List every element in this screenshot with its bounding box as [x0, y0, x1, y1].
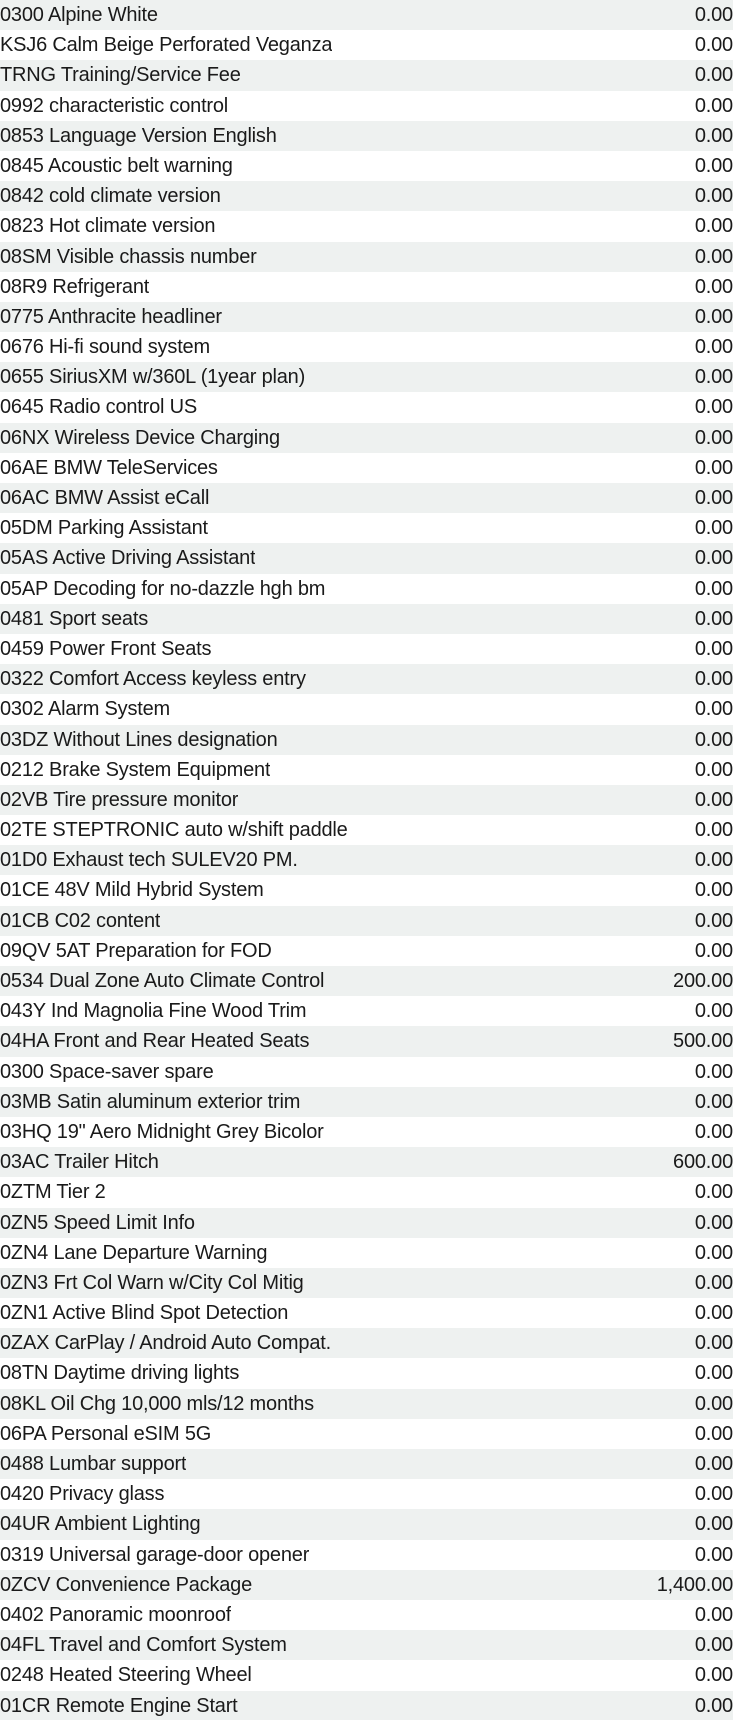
option-price: 0.00 — [694, 517, 733, 540]
option-price: 200.00 — [673, 970, 733, 992]
option-price: 0.00 — [694, 909, 733, 932]
option-price: 0.00 — [694, 396, 733, 419]
option-price: 0.00 — [694, 185, 733, 208]
option-row — [0, 60, 733, 90]
option-row — [0, 936, 733, 966]
option-row — [0, 1389, 733, 1419]
option-name: 0488 Lumbar support — [0, 1453, 187, 1475]
option-name: 0248 Heated Steering Wheel — [0, 1664, 252, 1687]
option-price: 0.00 — [694, 939, 733, 962]
option-name: 01CB C02 content — [0, 909, 161, 932]
option-price: 0.00 — [694, 1181, 733, 1204]
option-row — [0, 966, 733, 996]
option-name: 0ZN4 Lane Departure Warning — [0, 1241, 268, 1264]
option-name: 0ZN1 Active Blind Spot Detection — [0, 1302, 289, 1325]
option-row — [0, 1479, 733, 1509]
option-price: 0.00 — [694, 1090, 733, 1113]
option-row — [0, 1660, 733, 1690]
option-price: 0.00 — [694, 456, 733, 479]
option-name: 03MB Satin aluminum exterior trim — [0, 1090, 301, 1113]
option-price: 0.00 — [694, 849, 733, 872]
option-name: 06AC BMW Assist eCall — [0, 487, 210, 509]
option-name: 043Y Ind Magnolia Fine Wood Trim — [0, 1000, 307, 1023]
option-price: 0.00 — [694, 879, 733, 902]
option-price: 0.00 — [694, 124, 733, 147]
option-name: 03DZ Without Lines designation — [0, 728, 278, 751]
option-name: 0ZTM Tier 2 — [0, 1181, 106, 1204]
option-name: 09QV 5AT Preparation for FOD — [0, 939, 272, 962]
option-row — [0, 543, 733, 573]
option-name: 0823 Hot climate version — [0, 215, 216, 238]
option-price: 0.00 — [694, 668, 733, 691]
option-price: 0.00 — [694, 34, 733, 57]
option-price: 0.00 — [694, 215, 733, 238]
option-price: 0.00 — [694, 547, 733, 570]
option-row — [0, 755, 733, 785]
option-price: 0.00 — [694, 1362, 733, 1385]
option-price: 0.00 — [694, 1603, 733, 1626]
option-name: 0212 Brake System Equipment — [0, 758, 271, 781]
option-row — [0, 423, 733, 453]
option-price: 0.00 — [694, 1543, 733, 1566]
option-name: 0775 Anthracite headliner — [0, 305, 222, 328]
option-name: 0420 Privacy glass — [0, 1483, 165, 1506]
option-row — [0, 1087, 733, 1117]
option-price: 0.00 — [694, 426, 733, 449]
option-name: 0853 Language Version English — [0, 124, 277, 147]
option-row — [0, 1298, 733, 1328]
option-price: 0.00 — [694, 1664, 733, 1687]
option-row — [0, 785, 733, 815]
option-row — [0, 574, 733, 604]
option-price: 0.00 — [694, 336, 733, 359]
option-price: 0.00 — [694, 154, 733, 177]
option-row — [0, 604, 733, 634]
option-name: 05AP Decoding for no-dazzle hgh bm — [0, 577, 326, 600]
option-price: 0.00 — [694, 4, 733, 26]
option-name: 03HQ 19" Aero Midnight Grey Bicolor — [0, 1120, 324, 1143]
option-name: 0319 Universal garage-door opener — [0, 1543, 310, 1566]
option-name: 0ZAX CarPlay / Android Auto Compat. — [0, 1332, 331, 1355]
option-row — [0, 1691, 733, 1720]
option-row — [0, 906, 733, 936]
option-price: 0.00 — [694, 1513, 733, 1536]
option-row — [0, 332, 733, 362]
option-name: 0302 Alarm System — [0, 698, 171, 721]
option-price: 0.00 — [694, 788, 733, 811]
option-row — [0, 483, 733, 513]
option-price: 0.00 — [694, 1060, 733, 1083]
option-row — [0, 30, 733, 60]
option-name: 0300 Space-saver spare — [0, 1060, 214, 1083]
option-name: 0655 SiriusXM w/360L (1year plan) — [0, 366, 306, 389]
option-name: KSJ6 Calm Beige Perforated Veganza — [0, 34, 333, 57]
option-name: 04FL Travel and Comfort System — [0, 1634, 287, 1657]
option-row — [0, 1509, 733, 1539]
option-name: 06PA Personal eSIM 5G — [0, 1422, 212, 1445]
option-row — [0, 1358, 733, 1388]
option-row — [0, 1026, 733, 1056]
option-row — [0, 1147, 733, 1177]
option-name: 0481 Sport seats — [0, 607, 149, 630]
option-name: 0645 Radio control US — [0, 396, 198, 419]
option-row — [0, 121, 733, 151]
option-price: 0.00 — [694, 1211, 733, 1234]
option-price: 0.00 — [694, 305, 733, 328]
option-price: 0.00 — [694, 64, 733, 87]
option-price: 0.00 — [694, 1000, 733, 1023]
option-name: 0842 cold climate version — [0, 185, 221, 208]
option-price: 0.00 — [694, 1483, 733, 1506]
option-name: 03AC Trailer Hitch — [0, 1151, 159, 1174]
option-name: 08R9 Refrigerant — [0, 275, 150, 298]
option-price: 1,400.00 — [656, 1573, 733, 1596]
option-row — [0, 242, 733, 272]
option-row — [0, 1449, 733, 1479]
option-price: 0.00 — [694, 94, 733, 117]
option-row — [0, 0, 733, 30]
option-row — [0, 1268, 733, 1298]
option-row — [0, 996, 733, 1026]
option-row — [0, 815, 733, 845]
option-name: 0300 Alpine White — [0, 4, 158, 26]
option-price: 0.00 — [694, 1332, 733, 1355]
option-price: 0.00 — [694, 275, 733, 298]
option-row — [0, 302, 733, 332]
option-name: 0676 Hi-fi sound system — [0, 336, 210, 359]
option-row — [0, 362, 733, 392]
option-price: 0.00 — [694, 607, 733, 630]
option-name: 0534 Dual Zone Auto Climate Control — [0, 970, 325, 992]
option-row — [0, 91, 733, 121]
option-name: 0459 Power Front Seats — [0, 637, 212, 660]
option-row — [0, 634, 733, 664]
option-name: 01CE 48V Mild Hybrid System — [0, 879, 264, 902]
option-row — [0, 513, 733, 543]
option-name: 0ZN3 Frt Col Warn w/City Col Mitig — [0, 1271, 304, 1294]
option-name: 0845 Acoustic belt warning — [0, 154, 233, 177]
option-name: 0992 characteristic control — [0, 94, 229, 117]
option-price: 0.00 — [694, 366, 733, 389]
option-price: 0.00 — [694, 698, 733, 721]
option-row — [0, 725, 733, 755]
option-row — [0, 1419, 733, 1449]
option-row — [0, 1117, 733, 1147]
option-name: 0ZCV Convenience Package — [0, 1573, 253, 1596]
option-price: 0.00 — [694, 245, 733, 268]
option-name: 0402 Panoramic moonroof — [0, 1603, 232, 1626]
option-price: 0.00 — [694, 1392, 733, 1415]
option-row — [0, 1328, 733, 1358]
option-price: 0.00 — [694, 1241, 733, 1264]
option-price: 600.00 — [673, 1151, 733, 1174]
option-name: 08SM Visible chassis number — [0, 245, 257, 268]
option-price: 0.00 — [694, 1302, 733, 1325]
option-price: 0.00 — [694, 577, 733, 600]
option-name: 0ZN5 Speed Limit Info — [0, 1211, 195, 1234]
option-price: 0.00 — [694, 728, 733, 751]
option-name: 06AE BMW TeleServices — [0, 456, 218, 479]
option-price: 0.00 — [694, 1271, 733, 1294]
option-row — [0, 181, 733, 211]
option-row — [0, 1057, 733, 1087]
option-price: 0.00 — [694, 819, 733, 842]
option-row — [0, 875, 733, 905]
option-price: 0.00 — [694, 1694, 733, 1717]
option-row — [0, 453, 733, 483]
option-row — [0, 1600, 733, 1630]
option-name: 02VB Tire pressure monitor — [0, 788, 239, 811]
option-row — [0, 211, 733, 241]
option-name: 01D0 Exhaust tech SULEV20 PM. — [0, 849, 298, 872]
option-price: 0.00 — [694, 1453, 733, 1475]
option-name: 04UR Ambient Lighting — [0, 1513, 201, 1536]
option-row — [0, 1570, 733, 1600]
option-price: 0.00 — [694, 758, 733, 781]
option-name: 05AS Active Driving Assistant — [0, 547, 256, 570]
option-price: 0.00 — [694, 1422, 733, 1445]
option-name: 04HA Front and Rear Heated Seats — [0, 1030, 310, 1053]
option-row — [0, 151, 733, 181]
option-row — [0, 664, 733, 694]
option-row — [0, 1208, 733, 1238]
option-row — [0, 694, 733, 724]
option-name: 01CR Remote Engine Start — [0, 1694, 238, 1717]
option-row — [0, 1540, 733, 1570]
option-name: 0322 Comfort Access keyless entry — [0, 668, 306, 691]
option-name: 06NX Wireless Device Charging — [0, 426, 280, 449]
option-price: 0.00 — [694, 487, 733, 509]
option-row — [0, 1630, 733, 1660]
option-price: 500.00 — [673, 1030, 733, 1053]
option-row — [0, 272, 733, 302]
option-price: 0.00 — [694, 1120, 733, 1143]
option-row — [0, 392, 733, 422]
option-row — [0, 1238, 733, 1268]
option-row — [0, 1177, 733, 1207]
option-row — [0, 845, 733, 875]
option-price: 0.00 — [694, 637, 733, 660]
option-name: 08TN Daytime driving lights — [0, 1362, 240, 1385]
option-price: 0.00 — [694, 1634, 733, 1657]
option-name: 05DM Parking Assistant — [0, 517, 208, 540]
option-name: 02TE STEPTRONIC auto w/shift paddle — [0, 819, 348, 842]
option-name: 08KL Oil Chg 10,000 mls/12 months — [0, 1392, 314, 1415]
option-name: TRNG Training/Service Fee — [0, 64, 241, 87]
